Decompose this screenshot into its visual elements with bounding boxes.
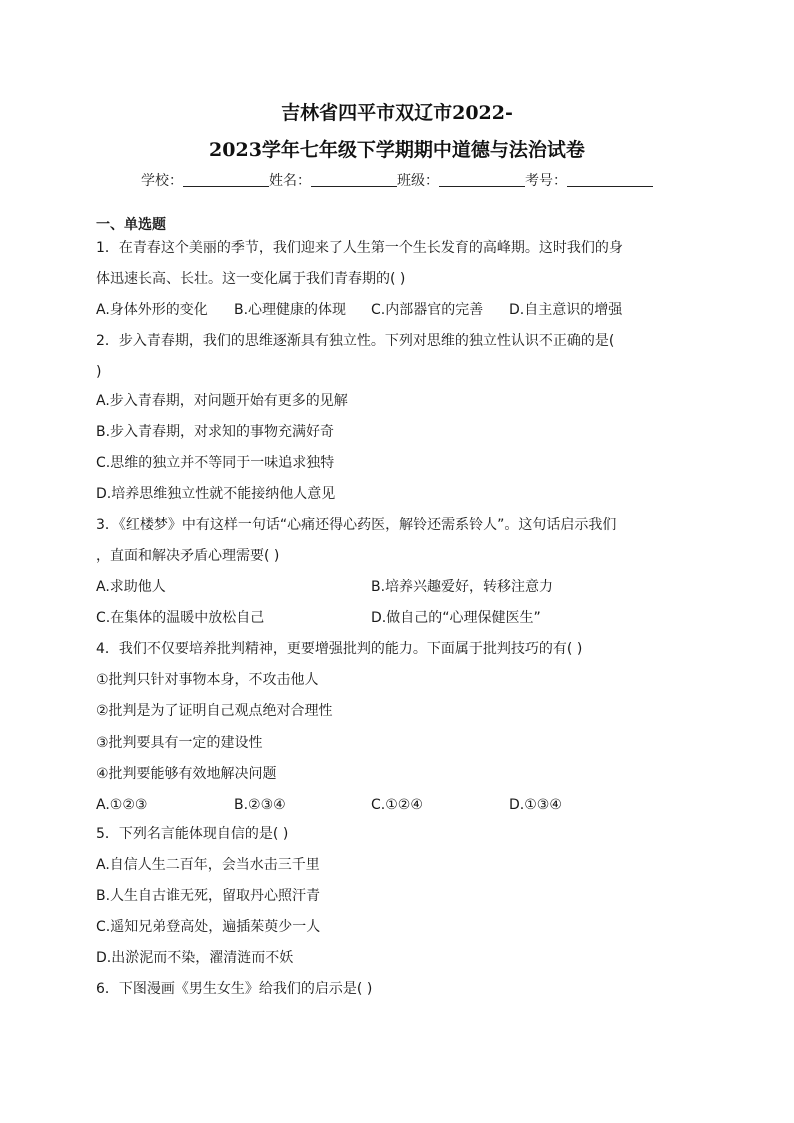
q4-statement-1: ①批判只针对事物本身，不攻击他人: [96, 672, 319, 688]
q5-option-c: C.遥知兄弟登高处，遍插茱萸少一人: [96, 919, 321, 935]
q1-option-a: A.身体外形的变化: [96, 302, 208, 318]
question-1-text-cont: 体迅速长高、长壮。这一变化属于我们青春期的( ): [96, 271, 406, 287]
q1-option-c: C.内部器官的完善: [371, 302, 484, 318]
q5-option-b: B.人生自古谁无死，留取丹心照汗青: [96, 888, 321, 904]
q2-option-b: B.步入青春期，对求知的事物充满好奇: [96, 424, 335, 440]
name-label: 姓名：: [269, 173, 311, 189]
school-blank: [183, 171, 269, 187]
q4-option-b: B.②③④: [234, 797, 286, 813]
q2-option-c: C.思维的独立并不等同于一味追求独特: [96, 455, 335, 471]
q1-option-b: B.心理健康的体现: [234, 302, 347, 318]
q4-statement-3: ③批判要具有一定的建设性: [96, 735, 263, 751]
question-3-text: 3．《红楼梦》中有这样一句话“心痛还得心药医，解铃还需系铃人”。这句话启示我们: [96, 517, 617, 533]
q4-statement-4: ④批判要能够有效地解决问题: [96, 766, 277, 782]
q3-option-a: A.求助他人: [96, 579, 166, 595]
school-label: 学校：: [141, 173, 183, 189]
q2-option-a: A.步入青春期，对问题开始有更多的见解: [96, 393, 348, 409]
exam-no-blank: [567, 171, 653, 187]
question-6-text: 6．下图漫画《男生女生》给我们的启示是( ): [96, 981, 373, 997]
question-5-text: 5．下列名言能体现自信的是( ): [96, 826, 289, 842]
question-3-text-cont: ，直面和解决矛盾心理需要( ): [96, 548, 280, 564]
question-4-text: 4．我们不仅要培养批判精神，更要增强批判的能力。下面属于批判技巧的有( ): [96, 641, 583, 657]
question-1-text: 1．在青春这个美丽的季节，我们迎来了人生第一个生长发育的高峰期。这时我们的身: [96, 240, 623, 256]
q1-option-d: D.自主意识的增强: [509, 302, 623, 318]
q4-option-a: A.①②③: [96, 797, 148, 813]
q5-option-a: A.自信人生二百年，会当水击三千里: [96, 857, 320, 873]
question-2-text-cont: ): [96, 364, 102, 380]
q4-option-d: D.①③④: [509, 797, 562, 813]
section-title: 一、单选题: [96, 217, 166, 233]
exam-title-line-2: 2023学年七年级下学期期中道德与法治试卷: [209, 139, 585, 161]
student-info-row: [0, 170, 794, 192]
q5-option-d: D.出淤泥而不染，濯清涟而不妖: [96, 950, 294, 966]
question-2-text: 2．步入青春期，我们的思维逐渐具有独立性。下列对思维的独立性认识不正确的是(: [96, 333, 615, 349]
class-blank: [439, 171, 525, 187]
name-blank: [311, 171, 397, 187]
exam-no-label: 考号：: [525, 173, 567, 189]
exam-title-line-1: 吉林省四平市双辽市2022-: [281, 102, 513, 124]
q2-option-d: D.培养思维独立性就不能接纳他人意见: [96, 486, 336, 502]
q4-statement-2: ②批判是为了证明自己观点绝对合理性: [96, 703, 333, 719]
q3-option-b: B.培养兴趣爱好，转移注意力: [371, 579, 554, 595]
class-label: 班级：: [397, 173, 439, 189]
q4-option-c: C.①②④: [371, 797, 423, 813]
q3-option-d: D.做自己的“心理保健医生”: [371, 610, 541, 626]
q3-option-c: C.在集体的温暖中放松自己: [96, 610, 265, 626]
